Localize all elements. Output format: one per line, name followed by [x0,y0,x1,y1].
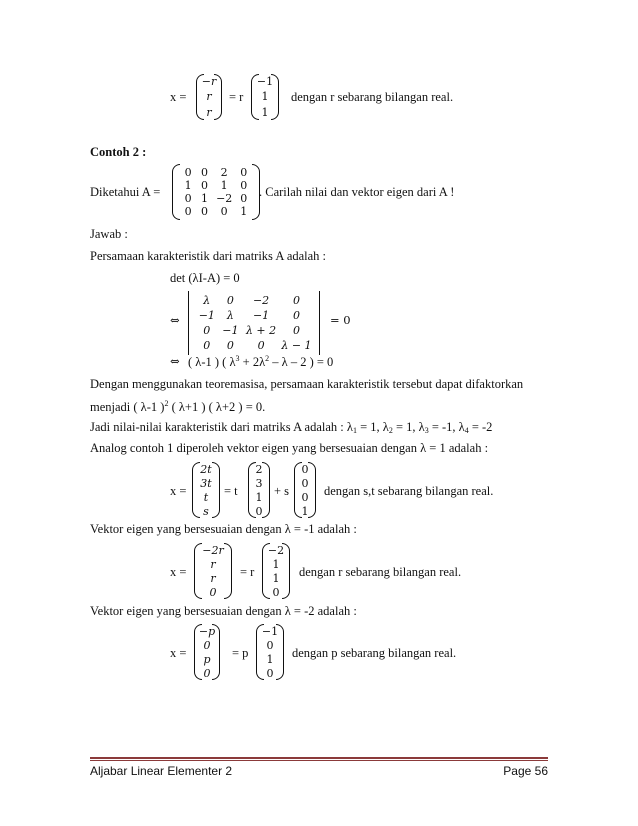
matrix-entry: 0 [292,294,300,307]
eq2-vector-3 [294,462,316,518]
vec-entry: −2r [202,543,224,557]
matrix-entry: 0 [203,324,211,337]
eq2-vector-2 [248,462,270,518]
matrix-entry: 0 [226,339,234,352]
vec-entry: 0 [203,638,211,652]
vec-entry: 3 [255,476,263,490]
footer-rule [90,757,548,759]
eq3-x-label: x = [170,565,187,579]
vec-entry: −1 [261,624,279,638]
paragraph-eigenvalues [90,420,492,435]
footer-page-number: Page 56 [503,764,548,778]
iff-symbol: ⇔ [170,313,180,327]
eq2-scalar-t: = t [224,484,238,498]
eq4-vector-1 [194,624,220,680]
vec-entry: −2 [267,543,285,557]
matrix-entry: 1 [240,205,248,218]
vec-entry: 0 [272,585,280,599]
eq2-x-label: x = [170,484,187,498]
matrix-entry: −2 [252,294,270,307]
given-question: . Carilah nilai dan vektor eigen dari A ! [259,185,455,199]
vec-entry: 0 [266,638,274,652]
vec-entry: 3t [200,476,212,490]
matrix-entry: −1 [222,324,239,337]
iff-symbol: ⇔ [170,354,180,368]
eq3-description: dengan r sebarang bilangan real. [299,565,462,579]
vec-entry: 0 [209,585,217,599]
paragraph-analog: Analog contoh 1 diperoleh vektor eigen yang bersesuaian dengan λ = 1 adalah : [90,441,489,455]
paragraph-eigvec-minus1: Vektor eigen yang bersesuaian dengan λ = -1 adalah : [90,522,357,536]
matrix-entry: 1 [184,179,192,192]
matrix-entry: 0 [240,192,248,205]
text-sub: 4 [464,426,469,435]
eq2-vector-1 [192,462,220,518]
paragraph-eigvec-minus2: Vektor eigen yang bersesuaian dengan λ = -2 adalah : [90,604,357,618]
matrix-entry: 1 [201,192,209,205]
vec-entry: −1 [256,75,274,89]
matrix-entry: 0 [292,309,300,322]
poly-part: ( λ-1 ) ( λ [188,355,236,369]
vec-entry: 2t [200,462,212,476]
text-part: = 1, λ [392,420,425,434]
det-rhs: = 0 [330,313,351,327]
vec-entry: 1 [272,571,280,585]
vec-entry: t [203,490,209,504]
vec-entry: 0 [266,666,274,680]
vec-entry: 1 [266,652,274,666]
eq2-scalar-s: + s [274,484,290,498]
matrix-entry: 0 [184,166,192,179]
vec-entry: −p [198,624,216,638]
matrix-entry: 0 [201,166,209,179]
eq4-vector-2 [256,624,284,680]
text-sub: 1 [352,426,357,435]
matrix-entry: 0 [184,205,192,218]
eq3-vector-2 [262,543,290,599]
poly-part: + 2λ [239,355,266,369]
paragraph-factor: Dengan menggunakan teoremasisa, persamaan karakteristik tersebut dapat difaktorkan [90,377,524,391]
vec-entry: 0 [255,504,263,518]
determinant-matrix [188,291,320,355]
vec-entry: p [203,652,211,666]
text-part: = -1, λ [428,420,465,434]
text-exp: 2 [164,399,169,408]
eq4-scalar: = p [232,646,249,660]
matrix-entry: 0 [201,205,209,218]
matrix-entry: 0 [292,324,300,337]
text-part: ( λ+1 ) ( λ+2 ) = 0. [168,400,266,414]
matrix-entry: λ [226,309,234,322]
matrix-entry: 0 [201,179,209,192]
vec-entry: −r [201,75,217,89]
text-sub: 3 [424,426,429,435]
matrix-entry: 0 [203,339,211,352]
matrix-entry: 0 [240,179,248,192]
eq1-description: dengan r sebarang bilangan real. [291,90,454,104]
matrix-entry: 0 [220,205,228,218]
footer-rule-thin [90,760,548,761]
matrix-entry: −2 [216,192,233,205]
vec-entry: r [206,90,212,104]
vec-entry: 0 [301,462,309,476]
eq1-scalar: = r [229,90,244,104]
matrix-entry: 1 [220,179,228,192]
matrix-entry: −1 [198,309,215,322]
poly-part: – λ – 2 ) = 0 [269,355,334,369]
matrix-entry: 0 [184,192,192,205]
footer-title: Aljabar Linear Elementer 2 [90,764,233,778]
vec-entry: r [210,571,216,585]
matrix-entry: 0 [226,294,234,307]
text-part: = -2 [468,420,493,434]
vec-entry: 2 [255,462,263,476]
paragraph-factored [90,399,265,415]
poly-exp: 3 [235,354,240,363]
matrix-entry: 0 [257,339,265,352]
matrix-entry: −1 [252,309,270,322]
eq1-vector-2 [251,74,279,120]
vec-entry: 1 [261,105,269,119]
text-part: menjadi ( λ-1 ) [90,400,165,414]
vec-entry: 0 [301,476,309,490]
vec-entry: 0 [301,490,309,504]
eq1-x-label: x = [170,90,187,104]
matrix-a [172,164,260,220]
matrix-entry: 2 [220,166,228,179]
eq3-vector-1 [194,543,232,599]
vec-entry: 1 [261,90,269,104]
eq4-x-label: x = [170,646,187,660]
vec-entry: r [206,105,212,119]
vec-entry: r [210,557,216,571]
text-part: Jadi nilai-nilai karakteristik dari matriks A adalah : λ [90,420,353,434]
vec-entry: 0 [203,666,211,680]
eq1-vector-1 [196,74,222,120]
vec-entry: 1 [255,490,263,504]
given-label: Diketahui A = [90,185,161,199]
text-part: = 1, λ [356,420,389,434]
char-polynomial [188,354,333,370]
matrix-entry: 0 [240,166,248,179]
eq2-description: dengan s,t sebarang bilangan real. [324,484,494,498]
answer-label: Jawab : [90,227,128,241]
vec-entry: 1 [301,504,309,518]
text-sub: 2 [388,426,393,435]
char-eq-intro: Persamaan karakteristik dari matriks A adalah : [90,249,327,263]
poly-exp: 2 [265,354,270,363]
det-equation: det (λI-A) = 0 [170,271,240,285]
vec-entry: s [203,504,209,518]
vec-entry: 1 [272,557,280,571]
example-heading: Contoh 2 : [90,145,147,159]
matrix-entry: λ − 1 [281,339,312,352]
matrix-entry: λ [203,294,211,307]
eq4-description: dengan p sebarang bilangan real. [292,646,457,660]
matrix-entry: λ + 2 [245,324,277,337]
eq3-scalar: = r [240,565,255,579]
